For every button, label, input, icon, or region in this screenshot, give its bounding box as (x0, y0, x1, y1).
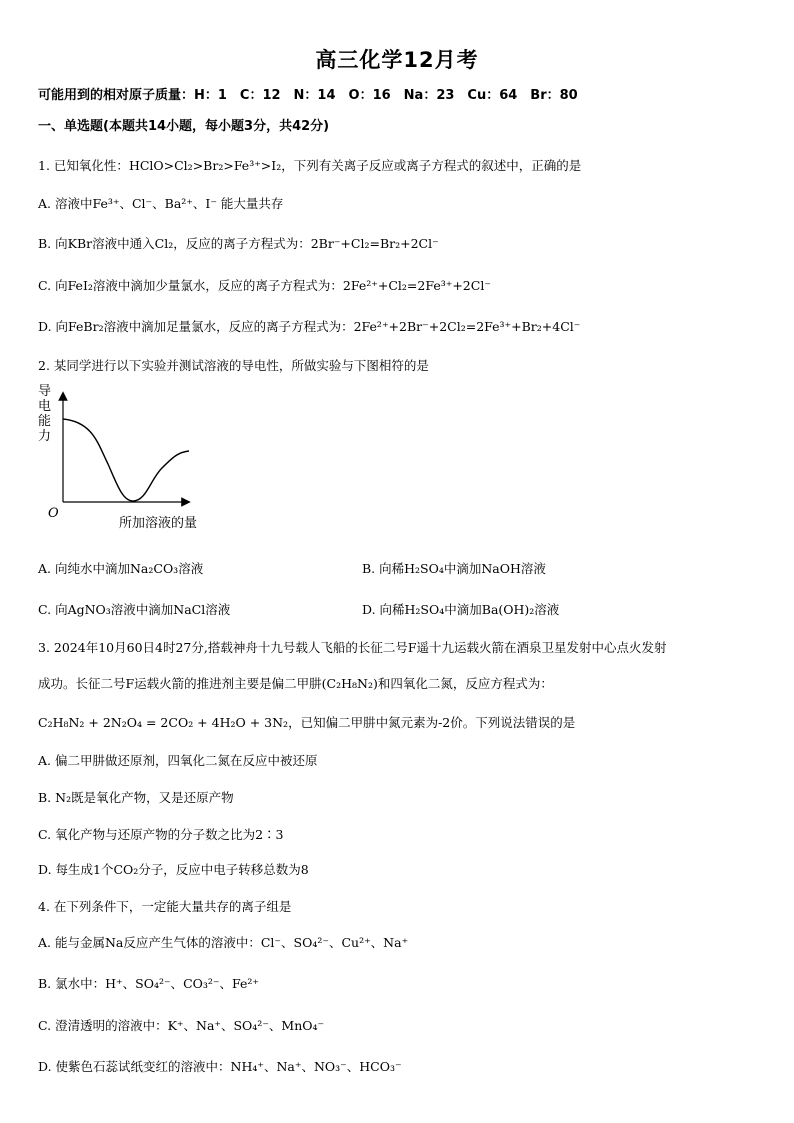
q1-option-b-equation: 2Br⁻+Cl₂=Br₂+2Cl⁻ (310, 236, 439, 251)
conductivity-graph (38, 384, 238, 534)
q1-stem-pre: 已知氧化性： (53, 158, 129, 173)
q4-option-d: D. 使紫色石蕊试纸变红的溶液中：NH₄⁺、Na⁺、NO₃⁻、HCO₃⁻ (38, 1059, 402, 1074)
graph-origin: O (48, 506, 59, 521)
q4-option-b: B. 氯水中：H⁺、SO₄²⁻、CO₃²⁻、Fe²⁺ (38, 976, 259, 991)
q2-stem: 2. 某同学进行以下实验并测试溶液的导电性，所做实验与下图相符的是 (38, 358, 429, 373)
q3-stem-tail: ，已知偏二甲肼中氮元素为-2价。下列说法错误的是 (288, 715, 576, 730)
q1-option-a: A. 溶液中Fe³⁺、Cl⁻、Ba²⁺、I⁻ 能大量共存 (38, 196, 284, 211)
q1-stem (38, 158, 581, 174)
q4-option-c: C. 澄清透明的溶液中：K⁺、Na⁺、SO₄²⁻、MnO₄⁻ (38, 1018, 325, 1033)
q3-stem-line3 (38, 715, 575, 731)
q4-option-a: A. 能与金属Na反应产生气体的溶液中：Cl⁻、SO₄²⁻、Cu²⁺、Na⁺ (38, 935, 409, 950)
q3-option-c: C. 氧化产物与还原产物的分子数之比为2∶3 (38, 827, 284, 842)
exam-title: 高三化学12月考 (315, 48, 479, 72)
q3-option-d: D. 每生成1个CO₂分子，反应中电子转移总数为8 (38, 862, 309, 877)
q3-stem-line2: 成功。长征二号F运载火箭的推进剂主要是偏二甲肼(C₂H₈N₂)和四氧化二氮，反应方程式为： (38, 676, 553, 691)
q3-stem-line1: 3. 2024年10月60日4时27分,搭载神舟十九号载人飞船的长征二号F遥十九运载火箭在酒泉卫星发射中心点火发射 (38, 640, 667, 655)
q3-equation: C₂H₈N₂ + 2N₂O₄ = 2CO₂ + 4H₂O + 3N₂ (38, 715, 289, 730)
q4-stem: 4. 在下列条件下，一定能大量共存的离子组是 (38, 899, 292, 914)
q3-option-b: B. N₂既是氧化产物，又是还原产物 (38, 790, 234, 805)
q1-oxidizer-order: HClO>Cl₂>Br₂>Fe³⁺>I₂ (128, 158, 282, 173)
q1-option-c-label: C. 向FeI₂溶液中滴加少量氯水，反应的离子方程式为： (38, 278, 343, 293)
q1-option-d (38, 319, 580, 335)
q1-option-d-label: D. 向FeBr₂溶液中滴加足量氯水，反应的离子方程式为： (38, 319, 354, 334)
q3-option-a: A. 偏二甲肼做还原剂，四氧化二氮在反应中被还原 (38, 753, 318, 768)
q1-option-b-label: B. 向KBr溶液中通入Cl₂，反应的离子方程式为： (38, 236, 311, 251)
q2-option-b: B. 向稀H₂SO₄中滴加NaOH溶液 (362, 561, 546, 576)
graph-y-label: 导电能力 (38, 384, 52, 444)
q2-option-d: D. 向稀H₂SO₄中滴加Ba(OH)₂溶液 (362, 602, 560, 617)
section-heading: 一、单选题(本题共14小题，每小题3分，共42分) (38, 119, 330, 134)
q1-option-b (38, 236, 439, 252)
conductivity-curve (63, 419, 189, 501)
q1-number: 1. (38, 158, 50, 173)
q1-option-c-equation: 2Fe²⁺+Cl₂=2Fe³⁺+2Cl⁻ (342, 278, 491, 293)
graph-x-label: 所加溶液的量 (119, 516, 198, 531)
q1-option-d-equation: 2Fe²⁺+2Br⁻+2Cl₂=2Fe³⁺+Br₂+4Cl⁻ (353, 319, 581, 334)
atomic-masses: 可能用到的相对原子质量：H：1 C：12 N：14 O：16 Na：23 Cu：64 Br：80 (38, 88, 578, 103)
q2-option-a: A. 向纯水中滴加Na₂CO₃溶液 (38, 561, 204, 576)
q1-stem-post: ，下列有关离子反应或离子方程式的叙述中，正确的是 (281, 158, 582, 173)
q2-option-c: C. 向AgNO₃溶液中滴加NaCl溶液 (38, 602, 231, 617)
q1-option-c (38, 278, 491, 294)
